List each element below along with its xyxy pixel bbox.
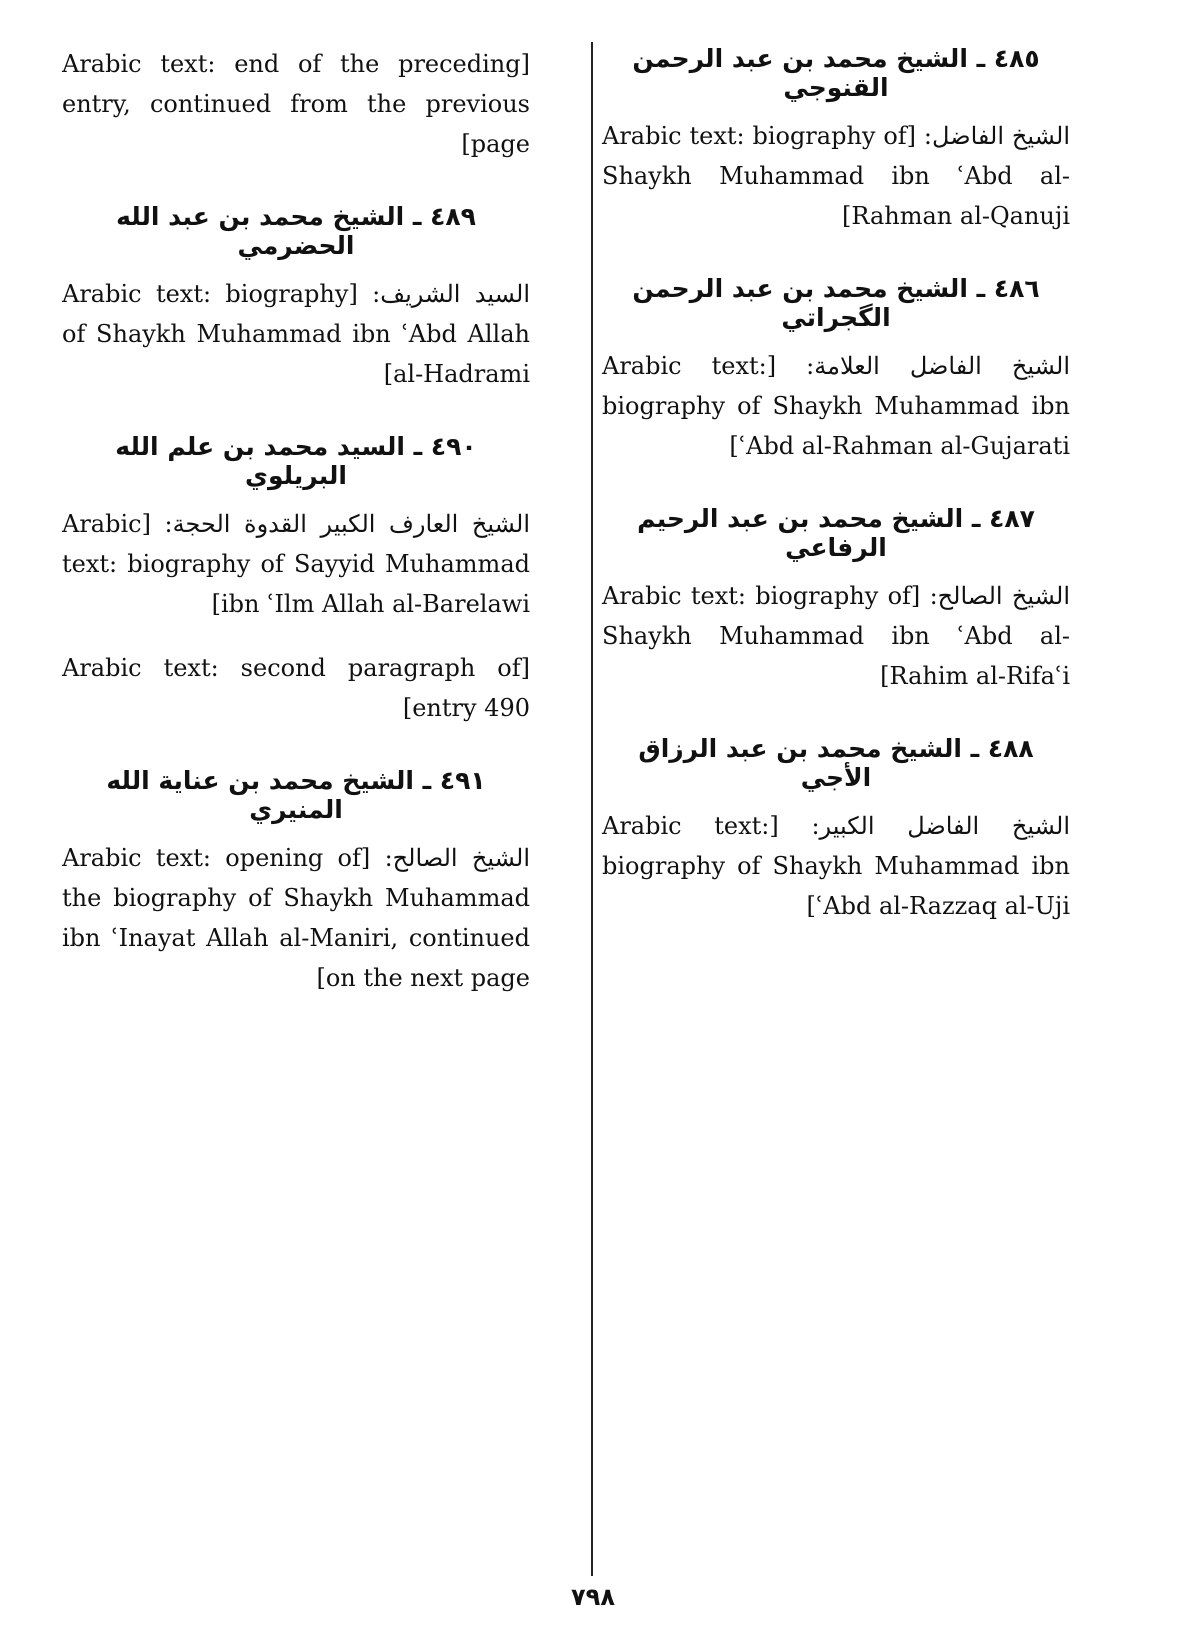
entry-name: الشيخ محمد بن عناية الله المنيري	[106, 766, 414, 824]
entry-491	[62, 766, 530, 998]
entry-title: ٤٨٩ ـ الشيخ محمد بن عبد الله الحضرمي	[116, 202, 476, 260]
entry-body: الشيخ الصالح: [Arabic text: biography of Shaykh Muhammad ibn ʿAbd al-Rahim al-Rifaʿi]	[602, 582, 1070, 690]
entry-text: [Arabic text: biography of Shaykh Muhammad ibn ʿAbd Allah al-Hadrami]	[62, 280, 530, 388]
entry-number: ٤٩١	[439, 766, 486, 795]
entry-487	[602, 504, 1070, 696]
entry-number: ٤٨٥	[993, 44, 1040, 73]
entry-number: ٤٨٩	[430, 202, 476, 231]
entry-name: السيد محمد بن علم الله البريلوي	[115, 432, 405, 490]
entry-name: الشيخ محمد بن عبد الرحيم الرفاعي	[637, 504, 964, 562]
continued-text: [Arabic text: end of the preceding entry, continued from the previous page]	[62, 50, 530, 158]
entry-lead: السيد الشريف	[380, 280, 531, 308]
entry-body-second-paragraph: [Arabic text: second paragraph of entry 490]	[62, 654, 530, 722]
entry-name: الشيخ محمد بن عبد الرزاق الأجي	[638, 734, 962, 792]
entry-title: ٤٩١ ـ الشيخ محمد بن عناية الله المنيري	[106, 766, 486, 824]
entry-number: ٤٨٧	[989, 504, 1035, 533]
entry-name: الشيخ محمد بن عبد الرحمن الگجراتي	[632, 274, 968, 332]
entry-text: [Arabic text: biography of Shaykh Muhammad ibn ʿAbd al-Razzaq al-Uji]	[602, 812, 1070, 920]
column-divider	[591, 42, 593, 1576]
continued-entry	[62, 44, 530, 164]
entry-body: السيد الشريف: [Arabic text: biography of Shaykh Muhammad ibn ʿAbd Allah al-Hadrami]	[62, 280, 531, 388]
entry-title: ٤٨٨ ـ الشيخ محمد بن عبد الرزاق الأجي	[638, 734, 1034, 792]
entry-485	[602, 44, 1070, 236]
entry-body: الشيخ الصالح: [Arabic text: opening of the biography of Shaykh Muhammad ibn ʿInayat Allah al-Maniri, continued on the next page]	[62, 844, 531, 992]
entry-lead: الشيخ الفاضل	[932, 122, 1071, 150]
page-number: ٧٩٨	[571, 1583, 615, 1611]
entry-486	[602, 274, 1070, 466]
entry-lead: الشيخ الفاضل العلامة	[814, 352, 1070, 380]
entry-name: الشيخ محمد بن عبد الرحمن القنوجي	[632, 44, 968, 102]
entry-body: الشيخ الفاضل العلامة: [Arabic text: biography of Shaykh Muhammad ibn ʿAbd al-Rahman al-Gujarati]	[602, 352, 1070, 460]
right-column	[602, 44, 1070, 964]
entry-text: [Arabic text: biography of Sayyid Muhammad ibn ʿIlm Allah al-Barelawi]	[62, 510, 530, 618]
entry-lead: الشيخ الصالح	[937, 582, 1070, 610]
entry-title: ٤٩٠ ـ السيد محمد بن علم الله البريلوي	[115, 432, 477, 490]
entry-489	[62, 202, 530, 394]
entry-text: [Arabic text: biography of Shaykh Muhammad ibn ʿAbd al-Rahman al-Gujarati]	[602, 352, 1070, 460]
entry-name: الشيخ محمد بن عبد الله الحضرمي	[116, 202, 405, 260]
entry-text: [Arabic text: biography of Shaykh Muhammad ibn ʿAbd al-Rahim al-Rifaʿi]	[602, 582, 1070, 690]
entry-number: ٤٨٨	[987, 734, 1034, 763]
entry-title: ٤٨٧ ـ الشيخ محمد بن عبد الرحيم الرفاعي	[637, 504, 1035, 562]
entry-title: ٤٨٦ ـ الشيخ محمد بن عبد الرحمن الگجراتي	[632, 274, 1040, 332]
left-column	[62, 44, 530, 1036]
entry-number: ٤٩٠	[430, 432, 477, 461]
entry-490	[62, 432, 530, 728]
entry-body: الشيخ الفاضل: [Arabic text: biography of Shaykh Muhammad ibn ʿAbd al-Rahman al-Qanuji]	[602, 122, 1071, 230]
entry-488	[602, 734, 1070, 926]
entry-text: [Arabic text: opening of the biography of Shaykh Muhammad ibn ʿInayat Allah al-Maniri, continued on the next page]	[62, 844, 530, 992]
entry-body: الشيخ الفاضل الكبير: [Arabic text: biography of Shaykh Muhammad ibn ʿAbd al-Razzaq al-Uji]	[602, 812, 1070, 920]
entry-text: [Arabic text: biography of Shaykh Muhammad ibn ʿAbd al-Rahman al-Qanuji]	[602, 122, 1070, 230]
entry-lead: الشيخ العارف الكبير القدوة الحجة	[172, 510, 531, 538]
entry-body: الشيخ العارف الكبير القدوة الحجة: [Arabic text: biography of Sayyid Muhammad ibn ʿIlm Allah al-Barelawi]	[62, 510, 531, 618]
entry-lead: الشيخ الصالح	[392, 844, 531, 872]
entry-title: ٤٨٥ ـ الشيخ محمد بن عبد الرحمن القنوجي	[632, 44, 1040, 102]
entry-lead: الشيخ الفاضل الكبير	[819, 812, 1070, 840]
entry-number: ٤٨٦	[993, 274, 1040, 303]
